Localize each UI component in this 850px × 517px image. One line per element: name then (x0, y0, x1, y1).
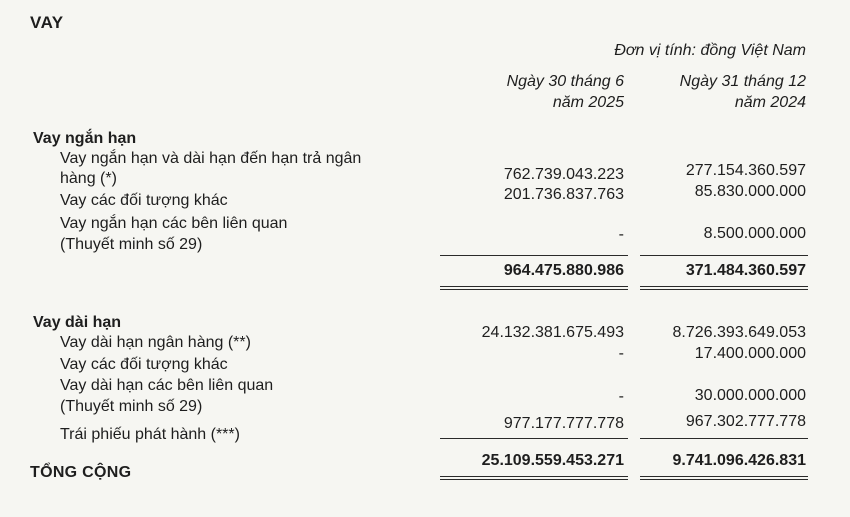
long-term-item-1-label: Vay dài hạn ngân hàng (**) (60, 334, 251, 351)
short-term-item-1-value-2025: 762.739.043.223 (503, 166, 624, 183)
long-term-item-2-value-2024: 17.400.000.000 (694, 345, 806, 362)
column-header-2024 (680, 71, 806, 113)
long-term-item-1-value-2025: 24.132.381.675.493 (481, 324, 624, 341)
currency-unit: Đơn vị tính: đồng Việt Nam (614, 42, 806, 59)
short-term-subtotal-underline-2025 (440, 286, 628, 287)
short-term-subtotal-2024: 371.484.360.597 (685, 262, 806, 279)
short-term-subtotal-rule-2025 (440, 255, 628, 256)
long-term-item-3-value-2025: - (618, 388, 624, 405)
short-term-item-3-value-2025: - (618, 226, 624, 243)
short-term-item-1-value-2024: 277.154.360.597 (685, 162, 806, 179)
short-term-subtotal-double-underline-2025 (440, 289, 628, 290)
column-header-2025 (507, 71, 624, 113)
short-term-subtotal-underline-2024 (640, 286, 808, 287)
long-term-item-4-value-2024: 967.302.777.778 (685, 413, 806, 430)
short-term-item-2-label: Vay các đối tượng khác (60, 192, 228, 209)
grand-total-label: TỔNG CỘNG (30, 464, 132, 481)
long-term-item-4-label: Trái phiếu phát hành (***) (60, 426, 240, 443)
grand-total-double-underline-2024 (640, 479, 808, 480)
grand-total-underline-2025 (440, 476, 628, 477)
section-title: VAY (30, 13, 64, 32)
column-header-2024-line1: Ngày 31 tháng 12 (679, 73, 806, 90)
long-term-item-3-label-cont: (Thuyết minh số 29) (60, 398, 203, 415)
short-term-item-3-value-2024: 8.500.000.000 (703, 225, 806, 242)
long-term-item-4-value-2025: 977.177.777.778 (503, 415, 624, 432)
short-term-subtotal-double-underline-2024 (640, 289, 808, 290)
grand-total-2025: 25.109.559.453.271 (481, 452, 624, 469)
short-term-item-3-label: Vay ngắn hạn các bên liên quan (60, 215, 288, 232)
total-rule-2024 (640, 438, 808, 439)
short-term-subtotal-2025: 964.475.880.986 (503, 262, 624, 279)
long-term-item-1-value-2024: 8.726.393.649.053 (672, 324, 806, 341)
short-term-item-2-value-2024: 85.830.000.000 (694, 183, 806, 200)
short-term-item-3-label-cont: (Thuyết minh số 29) (60, 236, 203, 253)
short-term-subtotal-rule-2024 (640, 255, 808, 256)
short-term-heading: Vay ngắn hạn (33, 130, 137, 147)
grand-total-underline-2024 (640, 476, 808, 477)
short-term-item-1-label-cont: hàng (*) (60, 170, 117, 187)
column-header-2024-line2: năm 2024 (734, 94, 806, 111)
long-term-item-2-value-2025: - (618, 345, 624, 362)
long-term-item-3-label: Vay dài hạn các bên liên quan (60, 377, 274, 394)
long-term-item-2-label: Vay các đối tượng khác (60, 356, 228, 373)
grand-total-double-underline-2025 (440, 479, 628, 480)
column-header-2025-line1: Ngày 30 tháng 6 (506, 73, 624, 90)
total-rule-2025 (440, 438, 628, 439)
grand-total-2024: 9.741.096.426.831 (672, 452, 806, 469)
column-header-2025-line2: năm 2025 (552, 94, 624, 111)
short-term-item-2-value-2025: 201.736.837.763 (503, 186, 624, 203)
long-term-item-3-value-2024: 30.000.000.000 (694, 387, 806, 404)
long-term-heading: Vay dài hạn (33, 314, 122, 331)
short-term-item-1-label: Vay ngắn hạn và dài hạn đến hạn trả ngân (60, 150, 362, 167)
